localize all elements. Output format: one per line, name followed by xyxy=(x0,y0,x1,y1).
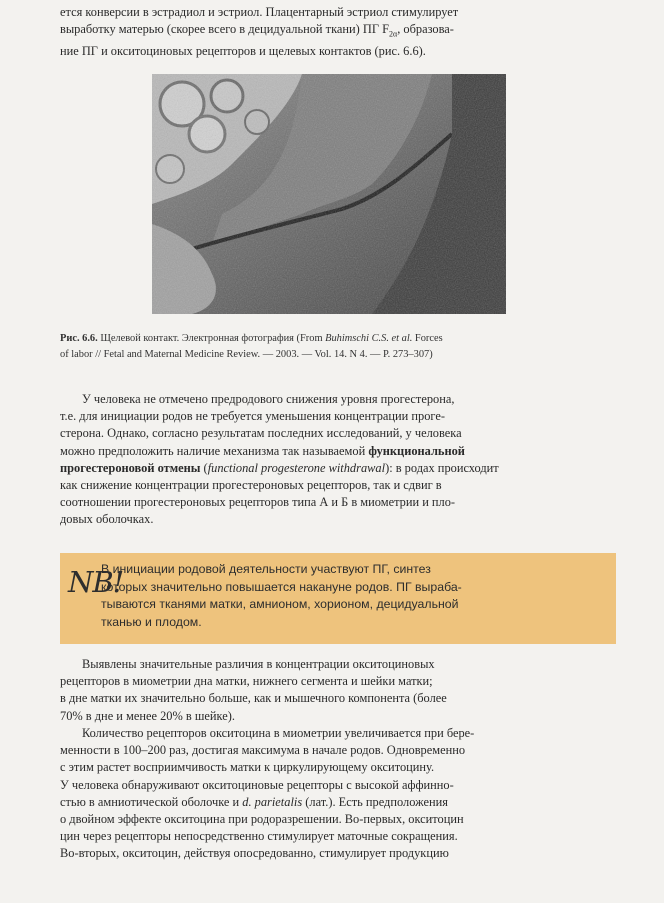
text-line: соотношении прогестероновых рецепторов типа А и Б в миометрии и пло- xyxy=(60,495,456,510)
text-line: которых значительно повышается накануне родов. ПГ выраба- xyxy=(101,579,462,594)
text-line: т.е. для инициации родов не требуется уменьшения концентрации проге- xyxy=(60,409,445,424)
italic-term: d. parietalis xyxy=(242,794,303,809)
text-line: У человека обнаруживают окситоциновые рецепторы с высокой аффинно- xyxy=(60,777,454,792)
text-line: Количество рецепторов окситоцина в миометрии увеличивается при бере- xyxy=(82,726,475,740)
text-span: выработку матерью (скорее всего в децидуальной ткани) ПГ F xyxy=(60,22,389,37)
caption-label: Рис. 6.6. xyxy=(60,333,98,344)
text-line: тканью и плодом. xyxy=(101,614,202,629)
text-line: как снижение концентрации прогестероновых рецепторов, так и сдвиг в xyxy=(60,478,442,493)
bold-term: прогестероновой отмены xyxy=(60,460,201,475)
caption-rest: Forces xyxy=(412,333,443,344)
text-line: стерона. Однако, согласно результатам последних исследований, у человека xyxy=(60,426,462,441)
text-line: рецепторов в миометрии дна матки, нижнего сегмента и шейки матки; xyxy=(60,674,433,689)
text-line: В инициации родовой деятельности участвуют ПГ, синтез xyxy=(101,562,431,576)
text-span: (лат.). Есть предположения xyxy=(302,794,448,809)
text-line: Во-вторых, окситоцин, действуя опосредованно, стимулирует продукцию xyxy=(60,846,449,861)
nb-callout-box xyxy=(60,553,616,644)
text-span: , образова- xyxy=(397,22,454,37)
text-line: цин через рецепторы непосредственно стимулирует маточные сокращения. xyxy=(60,829,458,844)
caption-text: Щелевой контакт. Электронная фотография (From xyxy=(97,333,326,344)
nb-mark: NB! xyxy=(68,565,124,599)
text-line: ние ПГ и окситоциновых рецепторов и щелевых контактов (рис. 6.6). xyxy=(60,43,426,58)
progesterone-paragraph xyxy=(60,391,612,529)
text-line: ется конверсии в эстрадиол и эстриол. Плацентарный эстриол стимулирует xyxy=(60,5,459,19)
text-line: с этим растет восприимчивость матки к циркулирующему окситоцину. xyxy=(60,760,435,775)
oxytocin-receptors-paragraph xyxy=(60,656,612,725)
text-span: можно предположить наличие механизма так называемой xyxy=(60,443,369,458)
text-line: в дне матки их значительно больше, как и мышечного компонента (более xyxy=(60,691,447,706)
caption-author: Buhimschi C.S. et al. xyxy=(325,333,413,344)
caption-line2: of labor // Fetal and Maternal Medicine Review. — 2003. — Vol. 14. N 4. — P. 273–307) xyxy=(60,348,433,360)
bold-term: функциональной xyxy=(368,443,465,458)
text-span: стью в амниотической оболочке и xyxy=(60,794,243,809)
text-line: довых оболочках. xyxy=(60,512,154,527)
text-line: менности в 100–200 раз, достигая максимума в начале родов. Одновременно xyxy=(60,743,466,758)
oxytocin-quantity-paragraph xyxy=(60,725,612,863)
subscript: 2α xyxy=(389,29,398,39)
text-line: о двойном эффекте окситоцина при родоразрешении. Во-первых, окситоцин xyxy=(60,812,464,827)
italic-term: functional progesterone withdrawal xyxy=(207,460,386,475)
text-line xyxy=(60,460,612,477)
figure-caption xyxy=(60,331,612,362)
text-line: Выявлены значительные различия в концентрации окситоциновых xyxy=(82,657,435,671)
text-span: ( xyxy=(200,460,208,475)
text-line: У человека не отмечено предродового снижения уровня прогестерона, xyxy=(82,392,455,406)
text-line: 70% в дне и менее 20% в шейке). xyxy=(60,708,235,723)
text-line xyxy=(60,21,612,43)
top-paragraph xyxy=(60,4,612,60)
text-line xyxy=(60,443,612,460)
text-span: ): в родах происходит xyxy=(385,460,499,475)
electron-micrograph xyxy=(152,74,506,314)
text-line: тываются тканями матки, амнионом, хорионом, децидуальной xyxy=(101,597,459,611)
text-line xyxy=(60,794,612,811)
nb-text xyxy=(99,561,607,631)
